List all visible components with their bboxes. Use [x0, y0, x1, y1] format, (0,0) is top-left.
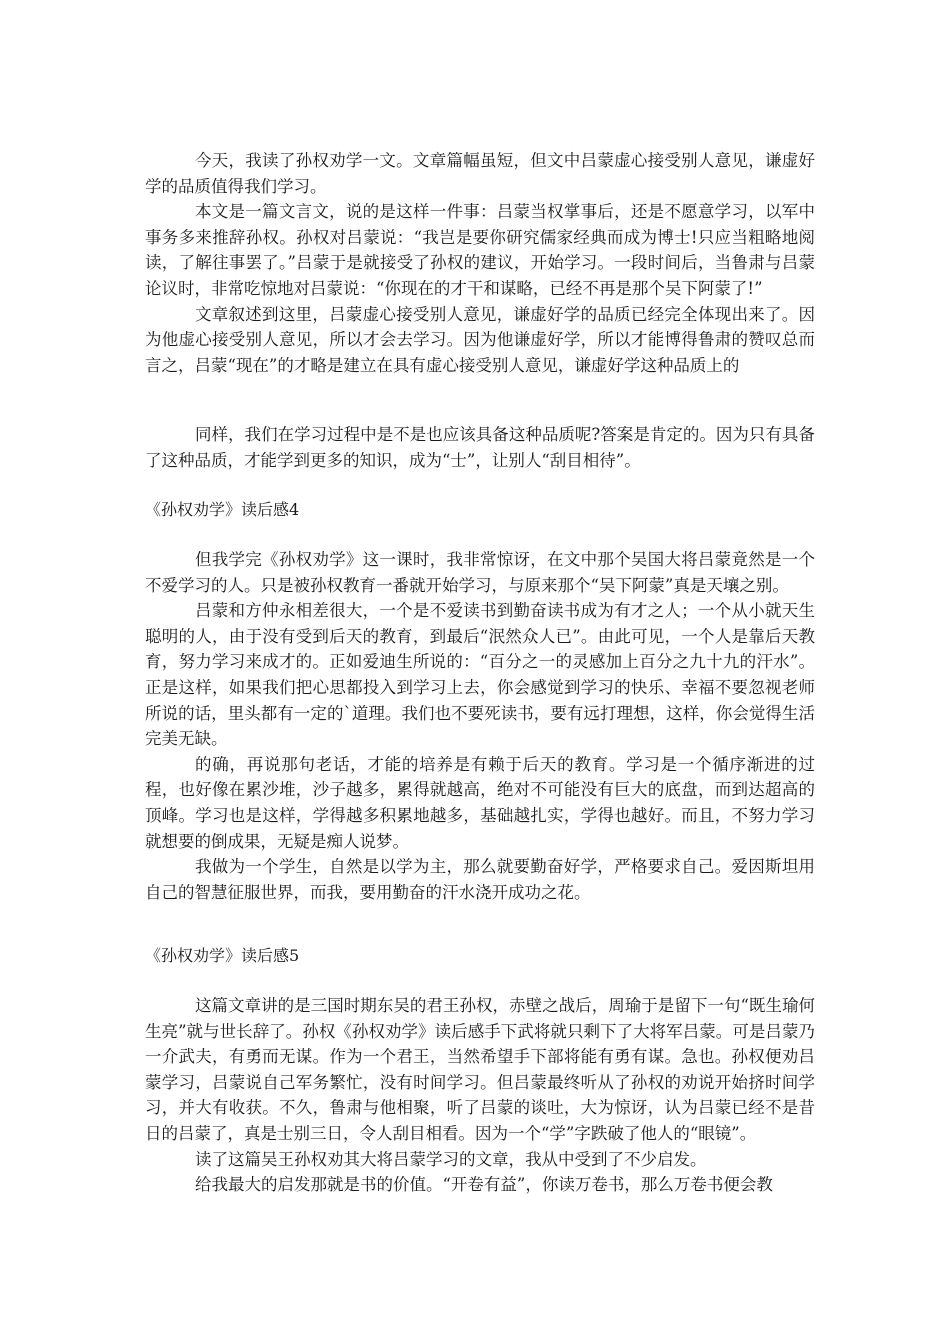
essay-section-4	[145, 547, 815, 905]
paragraph: 本文是一篇文言文，说的是这样一件事：吕蒙当权掌事后，还是不愿意学习，以军中事务多来推辞孙权。孙权对吕蒙说：“我岂是要你研究儒家经典而成为博士!只应当粗略地阅读，了解往事罢了。”吕蒙于是就接受了孙权的建议，开始学习。一段时间后，当鲁肃与吕蒙论议时，非常吃惊地对吕蒙说：“你现在的才干和谋略，已经不再是那个吴下阿蒙了!”	[145, 202, 815, 298]
paragraph: 但我学完《孙权劝学》这一课时，我非常惊讶，在文中那个吴国大将吕蒙竟然是一个不爱学习的人。只是被孙权教育一番就开始学习，与原来那个“吴下阿蒙”真是天壤之别。	[145, 550, 815, 595]
section-title: 《孙权劝学》读后感5	[145, 946, 300, 965]
paragraph: 给我最大的启发那就是书的价值。“开卷有益”，你读万卷书，那么万卷书便会教	[195, 1175, 773, 1195]
section-title: 《孙权劝学》读后感4	[145, 500, 300, 519]
section-heading-5	[145, 943, 815, 968]
paragraph: 我做为一个学生，自然是以学为主，那么就要勤奋好学，严格要求自己。爱因斯坦用自己的智慧征服世界，而我，要用勤奋的汗水浇开成功之花。	[145, 857, 815, 902]
paragraph: 这篇文章讲的是三国时期东吴的君王孙权，赤壁之战后，周瑜于是留下一句“既生瑜何生亮”就与世长辞了。孙权《孙权劝学》读后感手下武将就只剩下了大将军吕蒙。可是吕蒙乃一介武夫，有勇而无谋。作为一个君王，当然希望手下部将能有勇有谋。急也。孙权便劝吕蒙学习，吕蒙说自己军务繁忙，没有时间学习。但吕蒙最终听从了孙权的劝说开始挤时间学习，并大有收获。不久，鲁肃与他相聚，听了吕蒙的谈吐，大为惊讶，认为吕蒙已经不是昔日的吕蒙了，真是士别三日，令人刮目相看。因为一个“学”字跌破了他人的“眼镜”。	[145, 996, 815, 1143]
paragraph: 文章叙述到这里，吕蒙虚心接受别人意见，谦虚好学的品质已经完全体现出来了。因为他虚心接受别人意见，所以才会去学习。因为他谦虚好学，所以才能博得鲁肃的赞叹总而言之，吕蒙“现在”的才略是建立在具有虚心接受别人意见，谦虚好学这种品质上的	[145, 304, 815, 375]
essay-section-5	[145, 993, 815, 1198]
essay-section-3-conclusion	[145, 422, 815, 473]
paragraph: 读了这篇吴王孙权劝其大将吕蒙学习的文章，我从中受到了不少启发。	[195, 1149, 707, 1169]
essay-section-3-tail	[145, 148, 815, 378]
paragraph: 同样，我们在学习过程中是不是也应该具备这种品质呢?答案是肯定的。因为只有具备了这种品质，才能学到更多的知识，成为“士”，让别人“刮目相待”。	[145, 425, 815, 470]
paragraph: 吕蒙和方仲永相差很大，一个是不爱读书到勤奋读书成为有才之人；一个从小就天生聪明的人，由于没有受到后天的教育，到最后“泯然众人已”。由此可见，一个人是靠后天教育，努力学习来成才的。正如爱迪生所说的：“百分之一的灵感加上百分之九十九的汗水”。正是这样，如果我们把心思都投入到学习上去，你会感觉到学习的快乐、幸福不要忽视老师所说的话，里头都有一定的`道理。我们也不要死读书，要有远打理想，这样，你会觉得生活完美无缺。	[145, 601, 815, 749]
paragraph: 的确，再说那句老话，才能的培养是有赖于后天的教育。学习是一个循序渐进的过程，也好像在累沙堆，沙子越多，累得就越高，绝对不可能没有巨大的底盘，而到达超高的顶峰。学习也是这样，学得越多积累地越多，基础越扎实，学得也越好。而且，不努力学习就想要的倒成果，无疑是痴人说梦。	[145, 754, 815, 851]
paragraph: 今天，我读了孙权劝学一文。文章篇幅虽短，但文中吕蒙虚心接受别人意见，谦虚好学的品质值得我们学习。	[145, 151, 815, 196]
section-heading-4	[145, 497, 815, 522]
